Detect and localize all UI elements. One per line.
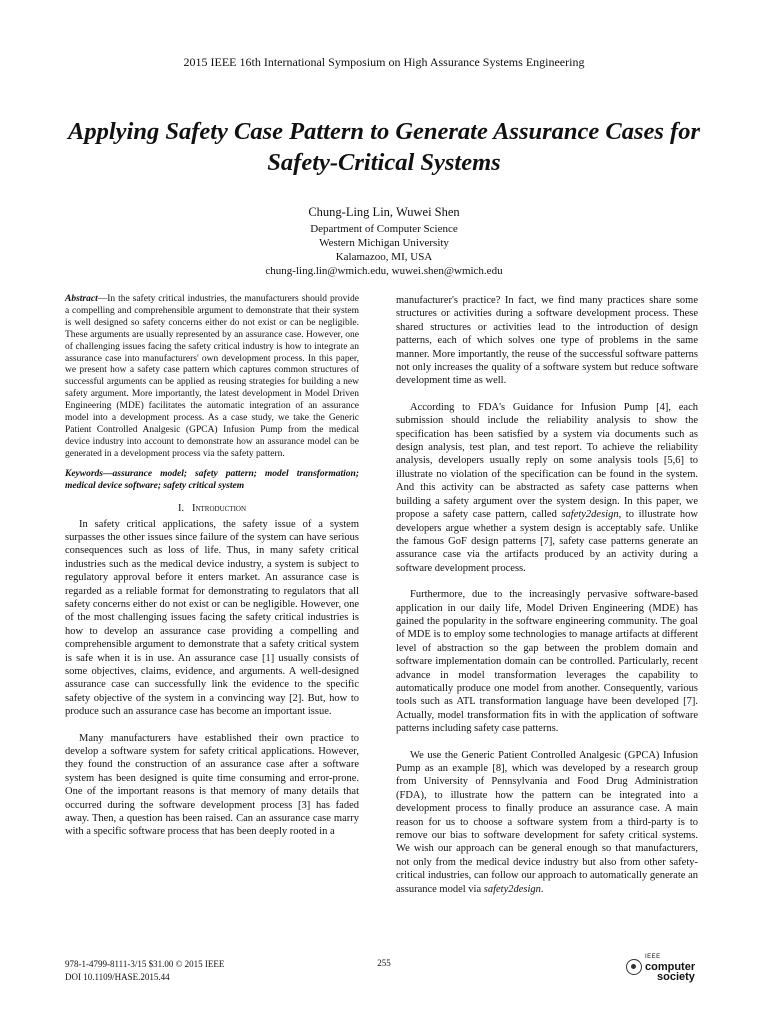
paragraph: manufacturer's practice? In fact, we find many practices share some structures or activities during a software development process. These shared structures or activities lead to the introduction of design patterns, each of which solves one type of problems in the same manner. More importantly, the reuse of the successful software patterns not only increases the quality of a software system but reduce software development time as well.: [396, 295, 698, 387]
abstract-text: —In the safety critical industries, the manufacturers should provide a compelling and comprehensible argument to demonstrate that their system is well designed so safety concerns either do not exist or can be negligible. These arguments are usually represented by an assurance case. However, one of challenging issues facing the safety critical industry is how to integrate an assurance case into manufacturers' own development process. In this paper, we present how a safety case pattern which captures common structures of successful arguments can be applied as reusing strategies for building a new safety argument. More importantly, the latest development in Model Driven Engineering (MDE) facilitates the automatic integration of an assurance model into a development process. As a case study, we take the Generic Patient Controlled Analgesic (GPCA) Infusion Pump from the medical device industry into account to demonstrate how an assurance model can be generated in a development process via the safety pattern.: [65, 294, 359, 459]
paragraph-text: .: [540, 883, 544, 895]
logo-ieee: IEEE: [645, 954, 661, 960]
left-column: [65, 294, 359, 839]
keywords-text: assurance model; safety pattern; model transformation; medical device software; safety critical system: [65, 468, 359, 491]
computer-society-icon: [626, 959, 642, 975]
authors: Chung-Ling Lin, Wuwei Shen: [308, 205, 460, 219]
pattern-name: safety2design,: [561, 509, 622, 521]
paragraph: In safety critical applications, the safety issue of a system surpasses the other issues since failure of the system can have serious consequences such as loss of life. Thus, in many safety critical industries such as the medical device industry, a system is subject to regulatory approval before it enters market. An assurance case is regarded as a reliable format for demonstrating to regulators that all safety concerns either do not exist or can be negligible. However, one of the most challenging issues facing the safety critical industries is how to develop an assurance case providing a compelling and comprehensible argument to demonstrate that a safety critical system is safe when it is in use. An assurance case [1] usually consists of some objectives, claims, evidence, and arguments. A well-designed assurance case can successfully link the evidence to the specific safety objective of the system in a convincing way [2]. But, how to produce such an assurance case has become an important issue.: [65, 518, 359, 718]
paper-title: Applying Safety Case Pattern to Generate Assurance Cases for Safety-Critical Systems: [67, 118, 700, 176]
affiliation: [0, 222, 768, 278]
logo-society: society: [657, 971, 695, 983]
paragraph: Many manufacturers have established their own practice to develop a software system for safety critical applications. However, they found the construction of an assurance case after a software system has been designed is quite time consuming and error-prone. One of the important reasons is that memory of many details that occurred during the software development process [3] has faded away. Then, a question has been raised. Can an assurance case marry with a specific software process that has been deeply rooted in a: [65, 732, 359, 838]
paragraph-text: to illustrate how developers argue whether a system design is acceptably safe. Unlike the famous GoF design patterns [7], safety case patterns generate an assurance case via the artifacts produced by an activity during a software development process.: [396, 509, 698, 574]
logo-computer: computer: [645, 961, 696, 973]
computer-society-logo: [626, 952, 695, 982]
emails: chung-ling.lin@wmich.edu, wuwei.shen@wmich.edu: [265, 265, 503, 277]
section-number: I.: [177, 502, 185, 514]
section-heading: [65, 503, 359, 514]
paragraph: Furthermore, due to the increasingly pervasive software-based application in our daily life, Model Driven Engineering (MDE) has gained the popularity in the software engineering community. The goal of MDE is to employ some technologies to manage artifacts at different level of abstraction so the gap between the problem domain and software implementation domain can be controlled. Particularly, recent advance in model transformation leverages the capability to automatically produce one model from another. Consequently, various tools such as ATL transformation language have been developed [7]. Actually, model transformation fits in with the application of software patterns including safety case patterns.: [396, 589, 698, 735]
page-number: 255: [377, 958, 391, 968]
paragraph: [396, 749, 698, 896]
conference-header: 2015 IEEE 16th International Symposium on High Assurance Systems Engineering: [183, 55, 585, 69]
department: Department of Computer Science: [310, 223, 458, 235]
location: Kalamazoo, MI, USA: [335, 251, 433, 263]
keywords: [65, 469, 359, 493]
right-column: [396, 294, 698, 896]
abstract: [65, 294, 359, 461]
section-title: Introduction: [191, 502, 247, 514]
abstract-label: Abstract: [65, 294, 98, 304]
isbn: 978-1-4799-8111-3/15 $31.00 © 2015 IEEE: [65, 959, 225, 969]
paragraph-text: According to FDA's Guidance for Infusion Pump [4], each submission should include the reliability analysis to show the specification has been satisfied by a system via documents such as design analysis, test plan, and test report. To achieve the reliability analysis, developers usually reply on some analysis tools [5,6] to illustrate no violation of the specification can be found in the system. And this activity can be abstracted as safety case patterns when building a safety argument over the system design. In this paper, we propose a safety case pattern, called: [396, 401, 698, 521]
doi: DOI 10.1109/HASE.2015.44: [65, 972, 170, 982]
paragraph-text: We use the Generic Patient Controlled Analgesic (GPCA) Infusion Pump as an example [8], which was developed by a research group from University of Pennsylvania and Food Drug Administration (FDA), to illustrate how the pattern can be integrated into a development process to finally produce an assurance case. A main reason for us to choose a software system from a third-party is to remove our bias to software development for safety critical systems. We wish our approach can be general enough so that manufacturers, not only from the medical device industry but also from other safety-critical industries, can follow our approach to automatically generate an assurance model via: [396, 749, 698, 895]
logo-text: [645, 952, 695, 982]
pattern-name: safety2design: [483, 883, 541, 895]
keywords-label: Keywords—: [65, 468, 113, 479]
university: Western Michigan University: [319, 237, 449, 249]
paragraph: [396, 401, 698, 575]
